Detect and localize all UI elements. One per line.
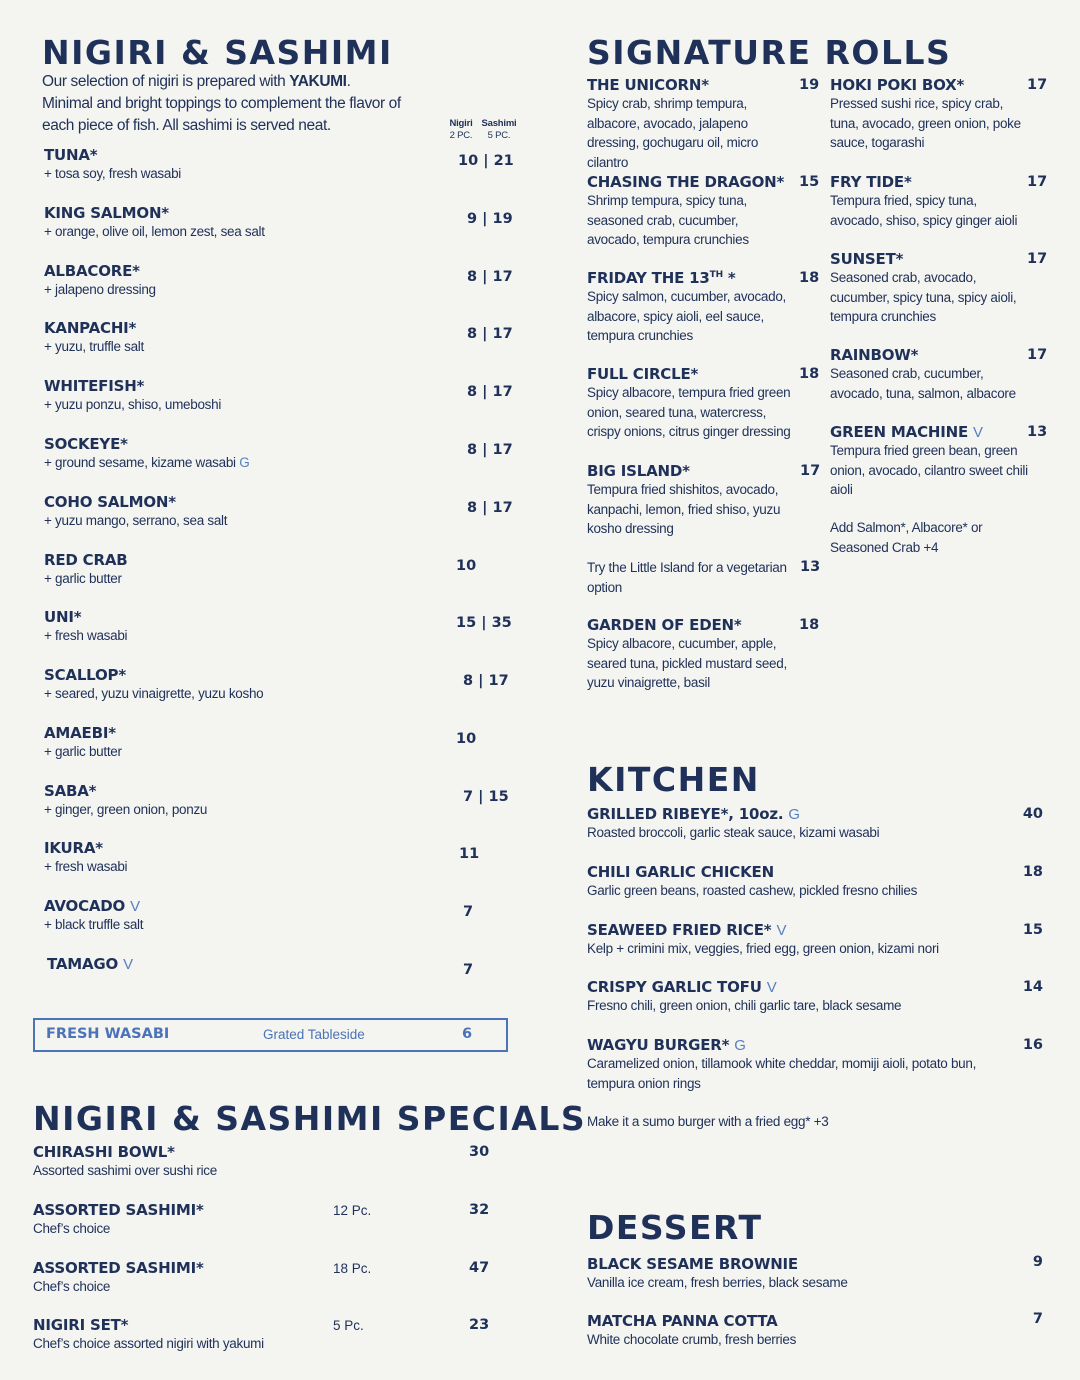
- kitchen-burger-note: Make it a sumo burger with a fried egg* +3: [587, 1114, 829, 1129]
- nigiri-item-price: 11: [459, 846, 480, 862]
- roll-desc: Tempura fried green bean, green onion, avocado, cilantro sweet chili aioli: [830, 443, 1028, 497]
- kitchen-item-price: 14: [1022, 979, 1043, 995]
- kitchen-item-name-text: GRILLED RIBEYE*, 10oz.: [587, 805, 784, 823]
- nigiri-item-name-text: SABA*: [44, 782, 97, 800]
- roll-name: [587, 616, 742, 634]
- nigiri-intro: Our selection of nigiri is prepared with YAKUMI. Minimal and bright toppings to complement the flavor of each piece of fish. All sashimi is served neat.: [42, 73, 401, 134]
- special-item-desc: Chef’s choice assorted nigiri with yakumi: [33, 1336, 264, 1351]
- special-item-name-text: ASSORTED SASHIMI*: [33, 1201, 204, 1219]
- special-item-name: [33, 1259, 204, 1277]
- little-island-price: 13: [800, 559, 821, 575]
- special-item-price: 32: [469, 1202, 490, 1218]
- nigiri-item-desc: [44, 742, 122, 762]
- nigiri-item-price: 8 | 17: [467, 500, 513, 516]
- nigiri-item-name: [44, 204, 169, 222]
- nigiri-item-price: 7: [463, 904, 474, 920]
- special-item-pieces: 5 Pc.: [333, 1318, 364, 1333]
- roll-name-text: FRIDAY THE 13: [587, 269, 710, 287]
- special-item-pieces: 18 Pc.: [333, 1261, 372, 1276]
- nigiri-item-price: 10 | 21: [458, 153, 514, 169]
- roll-desc: Spicy crab, shrimp tempura, albacore, avocado, jalapeno dressing, gochugaru oil, micro cilantro: [587, 96, 759, 170]
- roll-name-text: THE UNICORN*: [587, 76, 709, 94]
- special-item-name: [33, 1201, 204, 1219]
- kitchen-item-desc: Fresno chili, green onion, chili garlic tare, black sesame: [587, 998, 902, 1013]
- nigiri-item-name: [44, 377, 144, 395]
- roll-desc: Tempura fried shishitos, avocado, kanpachi, lemon, fried shiso, yuzu kosho dressing: [587, 482, 781, 536]
- special-item-price: 47: [469, 1260, 490, 1276]
- dessert-item-name-text: BLACK SESAME BROWNIE: [587, 1255, 798, 1273]
- roll-price: 18: [799, 366, 820, 382]
- nigiri-item-name-text: AVOCADO: [44, 897, 126, 915]
- dietary-mark: V: [776, 922, 787, 939]
- kitchen-item-name: [587, 1036, 746, 1055]
- kitchen-item-name-text: SEAWEED FRIED RICE*: [587, 921, 772, 939]
- fresh-wasabi-name: FRESH WASABI: [46, 1026, 170, 1042]
- dietary-mark: V: [130, 898, 140, 915]
- nigiri-item-name: [44, 608, 81, 626]
- rolls-addon-note: Add Salmon*, Albacore* or Seasoned Crab +4: [830, 520, 983, 555]
- nigiri-item-name: [47, 955, 133, 974]
- nigiri-item-desc-text: + seared, yuzu vinaigrette, yuzu kosho: [44, 686, 264, 701]
- roll-name: [830, 423, 983, 442]
- nigiri-item-price: 7: [463, 962, 474, 978]
- specials-title: NIGIRI & SASHIMI SPECIALS: [33, 1099, 587, 1138]
- nigiri-item-price: 10: [456, 558, 477, 574]
- roll-name-text: GARDEN OF EDEN*: [587, 616, 742, 634]
- nigiri-item-name-text: UNI*: [44, 608, 82, 626]
- roll-desc: Spicy albacore, cucumber, apple, seared tuna, pickled mustard seed, yuzu vinaigrette, basil: [587, 636, 787, 690]
- nigiri-item-price: 7 | 15: [463, 789, 509, 805]
- roll-name-sup: TH: [709, 270, 723, 280]
- roll-price: 17: [800, 463, 821, 479]
- nigiri-item-desc-text: + jalapeno dressing: [44, 282, 156, 297]
- nigiri-item-name: [44, 724, 116, 742]
- special-item-name: [33, 1143, 175, 1161]
- nigiri-item-name-text: SCALLOP*: [44, 666, 126, 684]
- nigiri-item-name-text: COHO SALMON*: [44, 493, 176, 511]
- kitchen-item-name: [587, 805, 800, 824]
- nigiri-item-desc: [44, 511, 227, 531]
- special-item-name-text: NIGIRI SET*: [33, 1316, 129, 1334]
- nigiri-item-name-text: TUNA*: [44, 146, 98, 164]
- kitchen-item-desc: Roasted broccoli, garlic steak sauce, kizami wasabi: [587, 825, 880, 840]
- roll-price: 17: [1027, 347, 1048, 363]
- fresh-wasabi-desc: Grated Tableside: [263, 1027, 365, 1042]
- nigiri-item-desc: [44, 395, 221, 415]
- col-header-sashimi: Sashimi 5 PC.: [481, 118, 517, 141]
- roll-name-text: RAINBOW*: [830, 346, 919, 364]
- nigiri-item-name: [44, 435, 128, 453]
- roll-name-after: *: [722, 269, 736, 287]
- signature-rolls-title: SIGNATURE ROLLS: [587, 33, 952, 72]
- nigiri-item-name-text: WHITEFISH*: [44, 377, 145, 395]
- nigiri-item-desc-text: + garlic butter: [44, 571, 122, 586]
- kitchen-title: KITCHEN: [587, 760, 760, 799]
- nigiri-item-name: [44, 262, 140, 280]
- nigiri-item-desc: [44, 337, 144, 357]
- nigiri-item-desc-text: + fresh wasabi: [44, 859, 128, 874]
- nigiri-item-desc-text: + ground sesame, kizame wasabi: [44, 455, 236, 470]
- special-item-desc: Assorted sashimi over sushi rice: [33, 1163, 217, 1178]
- dessert-item-name-text: MATCHA PANNA COTTA: [587, 1312, 778, 1330]
- nigiri-item-desc: [44, 569, 122, 589]
- nigiri-item-name-text: TAMAGO: [47, 955, 119, 973]
- nigiri-item-price: 8 | 17: [467, 384, 513, 400]
- dessert-item-name: [587, 1312, 778, 1330]
- roll-name: [830, 76, 964, 94]
- nigiri-item-desc: [44, 222, 265, 242]
- nigiri-sashimi-title: NIGIRI & SASHIMI: [42, 33, 393, 72]
- roll-name: [830, 173, 912, 191]
- roll-price: 17: [1027, 174, 1048, 190]
- nigiri-item-name-text: IKURA*: [44, 839, 103, 857]
- nigiri-item-desc-text: + orange, olive oil, lemon zest, sea salt: [44, 224, 265, 239]
- roll-desc: Spicy salmon, cucumber, avocado, albacore, spicy aioli, eel sauce, tempura crunchies: [587, 289, 787, 343]
- dietary-mark: G: [734, 1037, 746, 1054]
- nigiri-item-desc: [44, 857, 127, 877]
- special-item-price: 23: [469, 1317, 490, 1333]
- special-item-desc: Chef’s choice: [33, 1221, 111, 1236]
- nigiri-item-price: 15 | 35: [456, 615, 512, 631]
- roll-name-text: BIG ISLAND*: [587, 462, 690, 480]
- roll-price: 18: [799, 617, 820, 633]
- roll-desc: Spicy albacore, tempura fried green onion, seared tuna, watercress, crispy onions, citrus ginger dressing: [587, 385, 791, 439]
- nigiri-item-name-text: AMAEBI*: [44, 724, 116, 742]
- nigiri-item-desc: [44, 800, 207, 820]
- roll-name: [587, 269, 736, 287]
- dietary-mark: V: [123, 956, 133, 973]
- nigiri-item-desc-text: + tosa soy, fresh wasabi: [44, 166, 181, 181]
- nigiri-item-price: 8 | 17: [467, 269, 513, 285]
- nigiri-item-desc: [44, 280, 156, 300]
- nigiri-item-name: [44, 319, 136, 337]
- roll-price: 15: [799, 174, 820, 190]
- nigiri-item-desc-text: + yuzu, truffle salt: [44, 339, 144, 354]
- nigiri-item-name: [44, 551, 127, 569]
- roll-price: 13: [1027, 424, 1048, 440]
- dessert-title: DESSERT: [587, 1208, 763, 1247]
- nigiri-item-name-text: SOCKEYE*: [44, 435, 128, 453]
- roll-name-text: CHASING THE DRAGON*: [587, 173, 785, 191]
- roll-desc: Seasoned crab, cucumber, avocado, tuna, salmon, albacore: [830, 366, 1016, 401]
- nigiri-item-price: 8 | 17: [463, 673, 509, 689]
- nigiri-item-desc: [44, 684, 263, 704]
- dessert-item-price: 9: [1032, 1254, 1043, 1270]
- roll-name-text: FULL CIRCLE*: [587, 365, 699, 383]
- kitchen-item-price: 16: [1022, 1037, 1043, 1053]
- nigiri-item-name-text: KING SALMON*: [44, 204, 169, 222]
- col-header-nigiri: Nigiri 2 PC.: [449, 118, 473, 141]
- nigiri-item-desc-text: + black truffle salt: [44, 917, 144, 932]
- roll-desc: Pressed sushi rice, spicy crab, tuna, avocado, green onion, poke sauce, togarashi: [830, 96, 1021, 150]
- special-item-name-text: CHIRASHI BOWL*: [33, 1143, 175, 1161]
- nigiri-item-name: [44, 839, 103, 857]
- roll-name: [587, 365, 698, 383]
- nigiri-item-desc-text: + fresh wasabi: [44, 628, 128, 643]
- roll-name-text: SUNSET*: [830, 250, 904, 268]
- nigiri-item-desc: [44, 915, 143, 935]
- kitchen-item-name: [587, 978, 777, 997]
- nigiri-item-name: [44, 782, 96, 800]
- nigiri-item-name: [44, 493, 176, 511]
- nigiri-item-name-text: ALBACORE*: [44, 262, 140, 280]
- kitchen-item-desc: Garlic green beans, roasted cashew, pickled fresno chilies: [587, 883, 918, 898]
- dietary-mark: V: [766, 979, 777, 996]
- kitchen-item-name-text: CHILI GARLIC CHICKEN: [587, 863, 774, 881]
- fresh-wasabi-box: [33, 1018, 508, 1052]
- dessert-item-desc: Vanilla ice cream, fresh berries, black sesame: [587, 1275, 848, 1290]
- roll-price: 17: [1027, 77, 1048, 93]
- kitchen-item-name: [587, 921, 786, 940]
- nigiri-item-price: 8 | 17: [467, 326, 513, 342]
- dietary-mark: V: [973, 424, 983, 441]
- fresh-wasabi-price: 6: [462, 1026, 473, 1042]
- special-item-name-text: ASSORTED SASHIMI*: [33, 1259, 204, 1277]
- nigiri-item-desc: [44, 453, 249, 473]
- roll-name: [830, 346, 918, 364]
- dessert-item-name: [587, 1255, 798, 1273]
- roll-price: 17: [1027, 251, 1048, 267]
- dietary-mark: G: [788, 806, 800, 823]
- little-island-note: Try the Little Island for a vegetarian option: [587, 560, 787, 595]
- nigiri-item-desc-text: + yuzu ponzu, shiso, umeboshi: [44, 397, 222, 412]
- nigiri-item-price: 10: [456, 731, 477, 747]
- kitchen-item-name: [587, 863, 774, 881]
- kitchen-item-price: 40: [1022, 806, 1043, 822]
- nigiri-item-name-text: KANPACHI*: [44, 319, 137, 337]
- roll-name-text: FRY TIDE*: [830, 173, 912, 191]
- nigiri-item-desc-text: + garlic butter: [44, 744, 122, 759]
- roll-name: [587, 76, 709, 94]
- nigiri-item-desc-text: + ginger, green onion, ponzu: [44, 802, 208, 817]
- kitchen-item-desc: Caramelized onion, tillamook white cheddar, momiji aioli, potato bun, tempura onion rings: [587, 1056, 977, 1091]
- roll-desc: Seasoned crab, avocado, cucumber, spicy tuna, spicy aioli, tempura crunchies: [830, 270, 1017, 324]
- roll-price: 19: [799, 77, 820, 93]
- dessert-item-price: 7: [1032, 1311, 1043, 1327]
- nigiri-item-name: [44, 666, 126, 684]
- special-item-pieces: 12 Pc.: [333, 1203, 372, 1218]
- nigiri-item-name: [44, 897, 140, 916]
- kitchen-item-price: 18: [1022, 864, 1043, 880]
- nigiri-item-desc-text: + yuzu mango, serrano, sea salt: [44, 513, 228, 528]
- dessert-item-desc: White chocolate crumb, fresh berries: [587, 1332, 797, 1347]
- nigiri-item-price: 9 | 19: [467, 211, 513, 227]
- roll-desc: Tempura fried, spicy tuna, avocado, shiso, spicy ginger aioli: [830, 193, 1018, 228]
- nigiri-item-desc: [44, 164, 181, 184]
- roll-desc: Shrimp tempura, spicy tuna, seasoned crab, cucumber, avocado, tempura crunchies: [587, 193, 749, 247]
- roll-name: [830, 250, 903, 268]
- special-item-desc: Chef’s choice: [33, 1279, 111, 1294]
- roll-name: [587, 173, 784, 191]
- nigiri-item-price: 8 | 17: [467, 442, 513, 458]
- roll-price: 18: [799, 270, 820, 286]
- kitchen-item-desc: Kelp + crimini mix, veggies, fried egg, green onion, kizami nori: [587, 941, 939, 956]
- kitchen-item-name-text: CRISPY GARLIC TOFU: [587, 978, 762, 996]
- roll-name: [587, 462, 690, 480]
- nigiri-item-name: [44, 146, 97, 164]
- roll-name-text: HOKI POKI BOX*: [830, 76, 965, 94]
- roll-name-text: GREEN MACHINE: [830, 423, 969, 441]
- nigiri-item-name-text: RED CRAB: [44, 551, 128, 569]
- kitchen-item-price: 15: [1022, 922, 1043, 938]
- special-item-price: 30: [469, 1144, 490, 1160]
- nigiri-item-desc: [44, 626, 127, 646]
- kitchen-item-name-text: WAGYU BURGER*: [587, 1036, 730, 1054]
- special-item-name: [33, 1316, 128, 1334]
- dietary-mark: G: [239, 455, 250, 470]
